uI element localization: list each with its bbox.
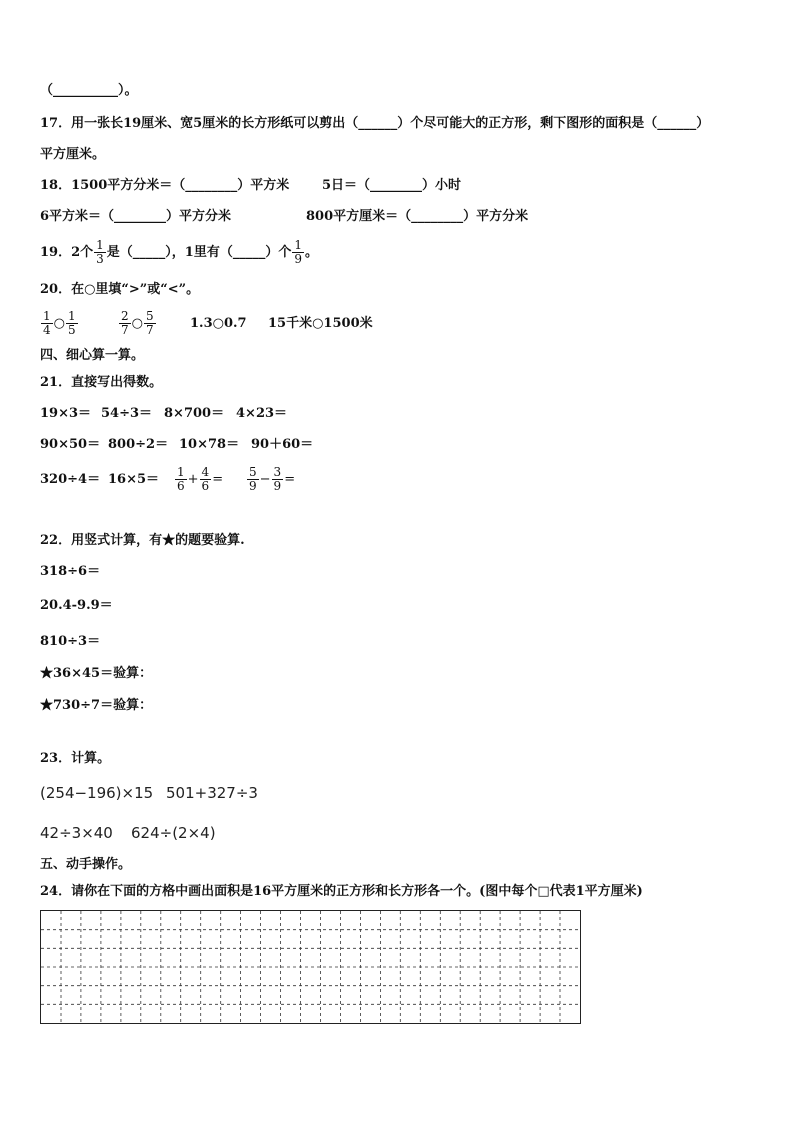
square-grid[interactable] xyxy=(40,910,581,1024)
q21-title: 21．直接写出得数。 xyxy=(40,375,163,390)
q18-row2-b: 800平方厘米＝（________）平方分米 xyxy=(306,209,529,224)
q21-r1-c3: 8×700＝ xyxy=(164,406,225,421)
q22-item-3: 810÷3＝ xyxy=(40,634,101,649)
q20-p1-b xyxy=(66,310,78,337)
q22-title: 22．用竖式计算，有★的题要验算. xyxy=(40,533,245,548)
q18-row1-a: 18．1500平方分米＝（________）平方米 xyxy=(40,178,290,193)
q19 xyxy=(40,239,318,266)
q19-mid: 是（_____），1里有（_____）个 xyxy=(106,245,292,260)
q19-suffix: 。 xyxy=(304,245,318,260)
q21-r3-c4-a-den: 9 xyxy=(249,479,257,493)
section-4-title: 四、细心算一算。 xyxy=(40,348,145,363)
q20-p2-op: ○ xyxy=(131,316,143,331)
q20-p4: 15千米○1500米 xyxy=(268,316,373,331)
q20-p1-a xyxy=(41,310,53,337)
q23-expr-3: 42÷3×40 xyxy=(40,824,113,842)
q21-r2-c2: 800÷2＝ xyxy=(108,437,169,452)
q21-r1-c2: 54÷3＝ xyxy=(101,406,153,421)
q21-r2-c1: 90×50＝ xyxy=(40,437,101,452)
q20-p2-a-num: 2 xyxy=(121,309,129,323)
q21-r3-c4-b-num: 3 xyxy=(273,465,282,479)
q21-r3-c4-a-num: 5 xyxy=(249,465,257,479)
q21-r3-c4-op: − xyxy=(259,472,271,487)
q21-r3-c3-a-num: 1 xyxy=(177,465,185,479)
q22-item-4: ★36×45＝验算： xyxy=(40,666,153,681)
q20-p1-b-den: 5 xyxy=(67,323,76,337)
q20-p2-a xyxy=(119,310,131,337)
q21-r3-c4-b-den: 9 xyxy=(273,479,282,493)
q20-p1-a-den: 4 xyxy=(43,323,51,337)
grid-lines xyxy=(41,911,581,1024)
q21-r3-c1: 320÷4＝ xyxy=(40,472,101,487)
q19-frac2 xyxy=(292,239,304,266)
q20-pair1 xyxy=(40,307,79,341)
q19-frac2-den: 9 xyxy=(294,252,302,266)
q20-p2-b-num: 5 xyxy=(145,309,154,323)
q23-expr-4: 624÷(2×4) xyxy=(131,824,216,842)
q21-r3-c3-eq: = xyxy=(212,472,224,487)
q20-pair2 xyxy=(118,307,157,341)
q21-r3-c2: 16×5＝ xyxy=(108,472,160,487)
q19-frac1-num: 1 xyxy=(96,238,104,252)
q18-row1-b: 5日＝（________）小时 xyxy=(322,178,462,193)
q21-r2-c4: 90＋60＝ xyxy=(251,437,314,452)
q18-row2-a: 6平方米＝（________）平方分米 xyxy=(40,209,232,224)
q21-r3-c3 xyxy=(174,463,223,497)
q20-title: 20．在○里填“>”或“<”。 xyxy=(40,282,200,297)
q21-r3-c4-b xyxy=(272,466,284,493)
q17-line1: 17．用一张长19厘米、宽5厘米的长方形纸可以剪出（______）个尽可能大的正方形，剩下图形的面积是（______） xyxy=(40,116,710,131)
q23-expr-1: (254−196)×15 xyxy=(40,784,154,802)
section-5-title: 五、动手操作。 xyxy=(40,857,132,872)
q21-r3-c4-a xyxy=(247,466,259,493)
q23-title: 23．计算。 xyxy=(40,751,111,766)
q20-p3: 1.3○0.7 xyxy=(190,316,247,331)
q20-p2-a-den: 7 xyxy=(121,323,129,337)
q22-item-5: ★730÷7＝验算： xyxy=(40,698,153,713)
q16-tail: （__________）。 xyxy=(40,83,138,98)
q19-frac2-num: 1 xyxy=(294,238,302,252)
q21-r1-c4: 4×23＝ xyxy=(236,406,288,421)
q21-r3-c3-b-den: 6 xyxy=(201,479,210,493)
q21-r3-c3-b-num: 4 xyxy=(201,465,210,479)
q21-r3-c3-a-den: 6 xyxy=(177,479,185,493)
q17-line2: 平方厘米。 xyxy=(40,147,106,162)
q20-p1-b-num: 1 xyxy=(67,309,76,323)
q20-p1-a-num: 1 xyxy=(43,309,51,323)
q21-r3-c3-b xyxy=(200,466,212,493)
q21-r2-c3: 10×78＝ xyxy=(179,437,240,452)
q21-r3-c4 xyxy=(246,463,295,497)
q22-item-2: 20.4-9.9＝ xyxy=(40,598,113,613)
q23-expr-2: 501+327÷3 xyxy=(166,784,258,802)
q19-frac1 xyxy=(94,239,106,266)
q21-r3-c4-eq: = xyxy=(284,472,296,487)
q21-r1-c1: 19×3＝ xyxy=(40,406,92,421)
q22-item-1: 318÷6＝ xyxy=(40,564,101,579)
q20-p2-b-den: 7 xyxy=(145,323,154,337)
q20-p2-b xyxy=(144,310,156,337)
q19-prefix: 19．2个 xyxy=(40,245,94,260)
q24-title: 24．请你在下面的方格中画出面积是16平方厘米的正方形和长方形各一个。(图中每个□代表1平方厘米) xyxy=(40,884,643,899)
q21-r3-c3-op: + xyxy=(187,472,199,487)
q19-frac1-den: 3 xyxy=(96,252,104,266)
q21-r3-c3-a xyxy=(175,466,187,493)
q20-p1-op: ○ xyxy=(53,316,65,331)
